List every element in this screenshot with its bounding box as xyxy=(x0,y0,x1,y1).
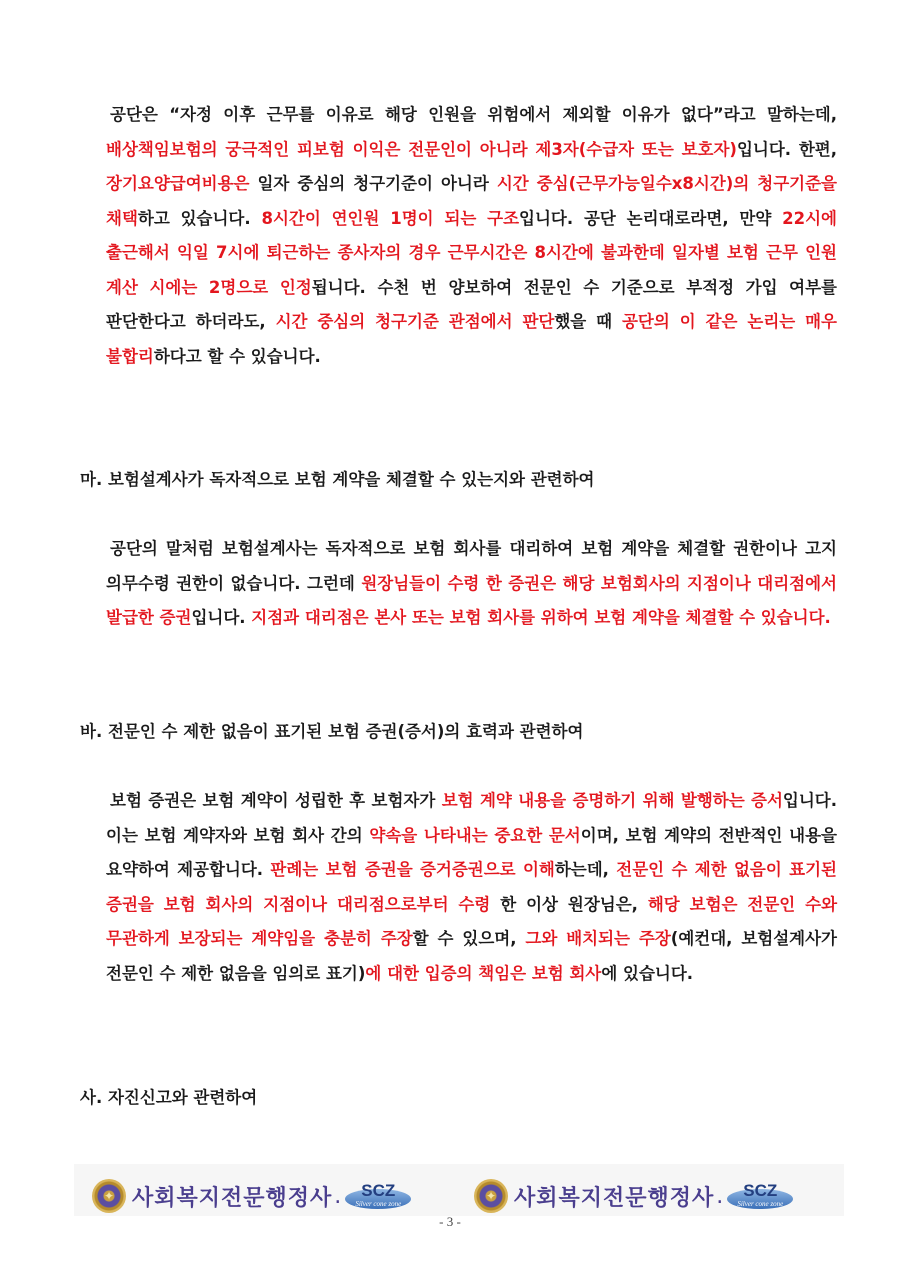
highlighted-text: 판례는 보험 증권을 증거증권으로 이해 xyxy=(270,860,555,879)
highlighted-text: 지점과 대리점은 본사 또는 보험 회사를 위하여 보험 계약을 체결할 수 있습니다. xyxy=(251,608,831,627)
footer-brand-right xyxy=(474,1176,793,1216)
body-text: 하는데, xyxy=(554,860,617,879)
highlighted-text: 8시간이 연인원 1명이 되는 구조 xyxy=(261,208,520,228)
body-text: 하고 있습니다. xyxy=(137,208,262,228)
body-text: 할 수 있으며, xyxy=(412,929,526,948)
paragraph-1 xyxy=(106,98,837,374)
highlighted-text: 해당 보험은 전문인 수와 무관하게 보장되는 계약임을 충분히 주장 xyxy=(106,894,838,948)
paragraph-2 xyxy=(106,532,837,636)
scz-logo xyxy=(727,1181,793,1211)
section-heading-ma: 마. 보험설계사가 독자적으로 보험 계약을 체결할 수 있는지와 관련하여 xyxy=(80,470,595,489)
brand-dot: . xyxy=(716,1183,724,1209)
highlighted-text: 시간 중심의 청구기준 관점에서 판단 xyxy=(275,312,555,331)
highlighted-text: 보험 계약 내용을 증명하기 위해 발행하는 증서 xyxy=(441,791,783,810)
highlighted-text: 원장님들이 수령 한 증권은 해당 보험회사의 지점이나 대리점에서 발급한 증권 xyxy=(106,573,837,627)
highlighted-text: 시간 중심(근무가능일수x8시간)의 청구기준을 채택 xyxy=(106,174,837,228)
highlighted-text: 에 대한 입증의 책임은 보험 회사 xyxy=(365,963,602,983)
emblem-seal-icon: ✦ xyxy=(474,1179,508,1213)
footer-brand-left xyxy=(92,1176,411,1216)
highlighted-text: 장기요양급여비용은 xyxy=(106,174,250,193)
body-text: 공단의 말처럼 보험설계사는 독자적으로 보험 회사를 대리하여 보험 계약을 체결할 권한이나 고지 의무수령 권한이 없습니다. 그런데 xyxy=(106,539,837,593)
body-text: 보험 증권은 보험 계약이 성립한 후 보험자가 xyxy=(110,791,442,810)
scz-logo-text: SCZ xyxy=(361,1181,396,1200)
body-text: 에 있습니다. xyxy=(601,963,694,983)
scz-logo-subtext: Silver cone zone xyxy=(737,1200,784,1208)
highlighted-text: 배상책임보험의 궁극적인 피보험 이익은 전문인이 아니라 제3자(수급자 또는 보호자) xyxy=(106,139,737,159)
section-heading-ba: 바. 전문인 수 제한 없음이 표기된 보험 증권(증서)의 효력과 관련하여 xyxy=(80,722,584,741)
body-text: 입니다. 공단 논리대로라면, 만약 xyxy=(519,208,783,228)
highlighted-text: 약속을 나타내는 중요한 문서 xyxy=(369,825,581,845)
page-number: - 3 - xyxy=(439,1214,461,1229)
body-text: 입니다. xyxy=(191,608,252,627)
body-text: 됩니다. 수천 번 양보하여 전문인 수 기준으로 부적정 가입 여부를 판단한다고 하더라도, xyxy=(106,277,837,331)
body-text: 입니다. 한편, xyxy=(736,139,837,159)
brand-name: 사회복지전문행정사 xyxy=(132,1184,333,1211)
body-text: 공단은 “자정 이후 근무를 이유로 해당 인원을 위험에서 제외할 이유가 없다”라고 말하는데, xyxy=(110,105,837,124)
highlighted-text: 공단의 이 같은 논리는 매우 불합리 xyxy=(106,312,837,366)
section-heading-sa: 사. 자진신고와 관련하여 xyxy=(80,1088,258,1107)
body-text: (예컨대, 보험설계사가 전문인 수 제한 없음을 임의로 표기) xyxy=(106,929,837,983)
brand-name: 사회복지전문행정사 xyxy=(514,1184,715,1211)
brand-dot: . xyxy=(334,1183,342,1209)
highlighted-text: 그와 배치되는 주장 xyxy=(525,929,671,948)
paragraph-3 xyxy=(106,784,837,991)
scz-logo-text: SCZ xyxy=(743,1181,778,1200)
body-text: 했을 때 xyxy=(554,312,622,331)
scz-logo xyxy=(345,1181,411,1211)
highlighted-text: 22시에 출근해서 익일 7시에 퇴근하는 종사자의 경우 근무시간은 8시간에 불과한데 일자별 보험 근무 인원 계산 시에는 2명으로 인정 xyxy=(106,208,837,297)
body-text: 한 이상 원장님은, xyxy=(490,894,648,914)
body-text: 입니다. 이는 보험 계약자와 보험 회사 간의 xyxy=(106,791,837,845)
highlighted-text: 전문인 수 제한 없음이 표기된 증권을 보험 회사의 지점이나 대리점으로부터 수령 xyxy=(106,860,837,914)
scz-logo-subtext: Silver cone zone xyxy=(355,1200,402,1208)
body-text: 하다고 할 수 있습니다. xyxy=(153,346,321,366)
body-text: 일자 중심의 청구기준이 아니라 xyxy=(249,174,497,193)
emblem-seal-icon: ✦ xyxy=(92,1179,126,1213)
body-text: 이며, 보험 계약의 전반적인 내용을 요약하여 제공합니다. xyxy=(106,825,837,879)
